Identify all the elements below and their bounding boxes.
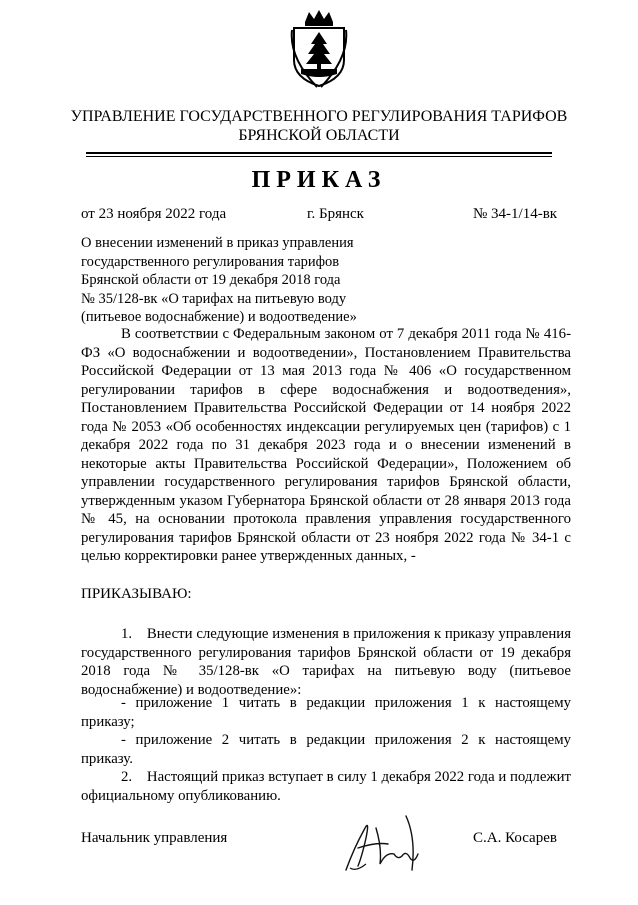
subject-line: № 35/128-вк «О тарифах на питьевую воду	[81, 290, 347, 307]
coat-of-arms-icon	[289, 8, 349, 88]
subject-line: (питьевое водоснабжение) и водоотведение»	[81, 309, 357, 325]
organization-name	[60, 107, 578, 145]
header-divider-thin	[86, 156, 552, 157]
document-subject	[81, 234, 381, 327]
signatory-name: С.А. Косарев	[473, 830, 557, 846]
order-item-1a: - приложение 1 читать в редакции приложения 1 к настоящему приказу;	[81, 695, 571, 730]
preamble-paragraph: В соответствии с Федеральным законом от 7 декабря 2011 года № 416-ФЗ «О водоснабжении и водоотведении», Постановлением Правительства Российской Федерации от 13 мая 2013 года № 406 «О государственном регулировании тарифов в сфере водоснабжения и водоотведения», Постановлением Правительства Российской Федерации от 14 ноября 2022 года № 2053 «Об особенностях индексации регулируемых цен (тарифов) с 1 декабря 2022 года по 31 декабря 2023 года и о внесении изменений в некоторые акты Правительства Российской Федерации», Положением об управлении государственного регулирования тарифов Брянской области, утвержденным указом Губернатора Брянской области от 28 января 2013 года № 45, на основании протокола правления управления государственного регулирования тарифов Брянской области от 23 ноября 2022 года № 34-1 с целью корректировки ранее утвержденных данных, -	[81, 326, 571, 564]
subject-line: Брянской области от 19 декабря 2018 года	[81, 272, 341, 288]
subject-line: О внесении изменений в приказ управления	[81, 235, 354, 251]
document-date: от 23 ноября 2022 года	[81, 206, 227, 222]
org-name-line-1: УПРАВЛЕНИЕ ГОСУДАРСТВЕННОГО РЕГУЛИРОВАНИЯ ТАРИФОВ	[70, 108, 568, 125]
order-item-1b: - приложение 2 читать в редакции приложения 2 к настоящему приказу.	[81, 732, 571, 767]
header-divider-thick	[86, 152, 552, 154]
subject-line: государственного регулирования тарифов	[81, 253, 340, 270]
org-name-line-2: БРЯНСКОЙ ОБЛАСТИ	[238, 127, 400, 144]
order-item-1: 1. Внести следующие изменения в приложения к приказу управления государственного регулирования тарифов Брянской области от 19 декабря 2018 года № 35/128-вк «О тарифах на питьевую воду (питьевое водоснабжение) и водоотведение»:	[81, 626, 571, 698]
document-city: г. Брянск	[307, 206, 364, 222]
order-item-2: 2. Настоящий приказ вступает в силу 1 декабря 2022 года и подлежит официальному опубликованию.	[81, 769, 571, 804]
document-title: ПРИКАЗ	[251, 167, 387, 193]
handwritten-signature	[336, 808, 446, 878]
order-heading: ПРИКАЗЫВАЮ:	[81, 586, 192, 602]
document-number: № 34-1/14-вк	[473, 206, 558, 222]
signatory-position: Начальник управления	[81, 830, 228, 846]
